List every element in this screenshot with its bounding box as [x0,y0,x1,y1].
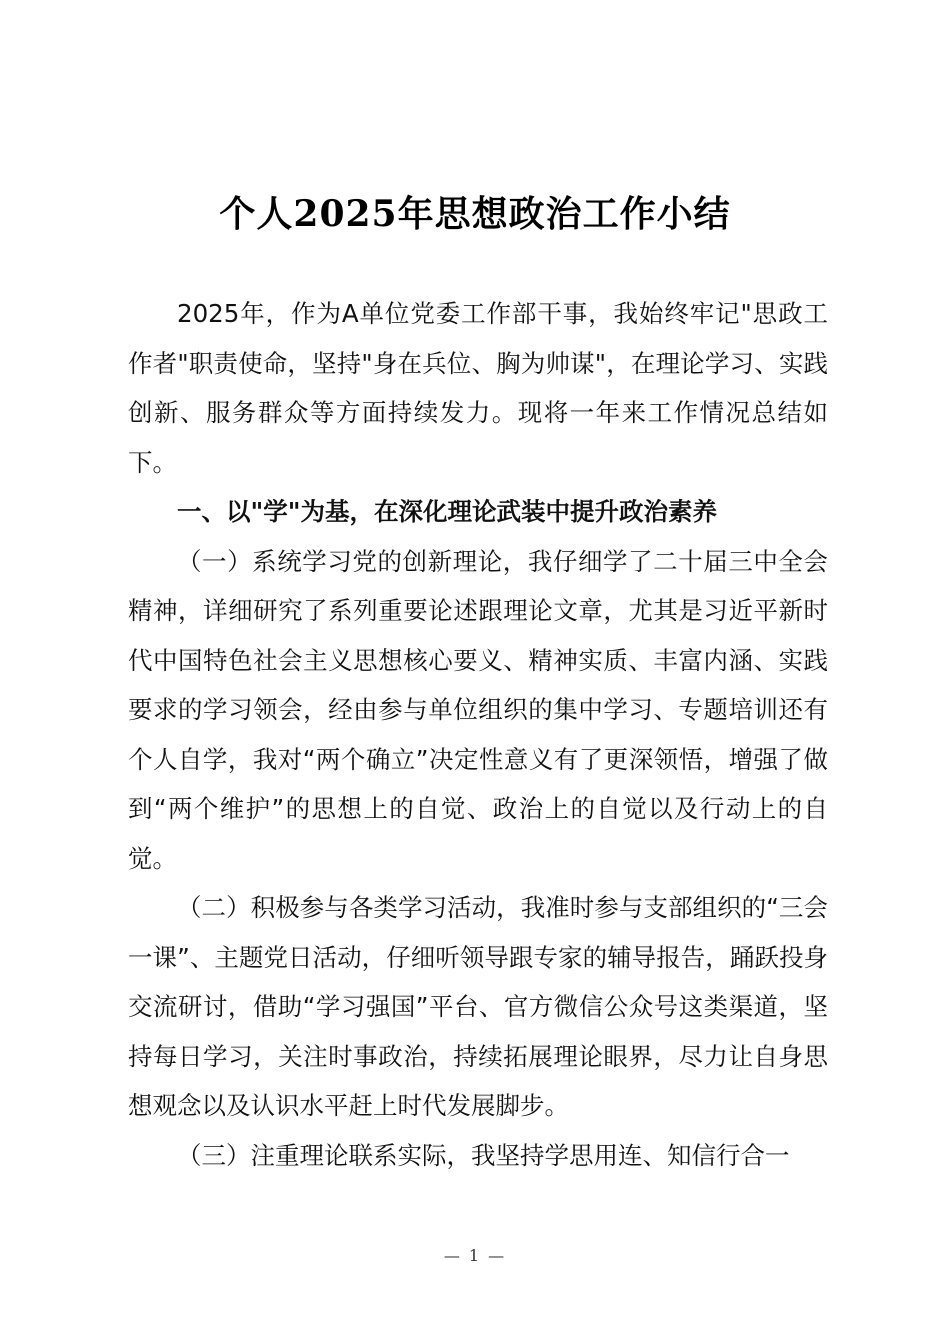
page-number: — 1 — [443,1246,507,1265]
document-body [128,289,828,1180]
body-paragraph-3: （三）注重理论联系实际，我坚持学思用连、知信行合一 [177,1140,790,1170]
section-heading-1: 一、以"学"为基，在深化理论武装中提升政治素养 [177,497,718,526]
intro-paragraph: 2025年，作为A单位党委工作部干事，我始终牢记"思政工作者"职责使命，坚持"身在兵位、胸为帅谋"，在理论学习、实践创新、服务群众等方面持续发力。现将一年来工作情况总结如下。 [128,299,828,477]
body-paragraph-2: （二）积极参与各类学习活动，我准时参与支部组织的“三会一课”、主题党日活动，仔细听领导跟专家的辅导报告，踊跃投身交流研讨，借助“学习强国”平台、官方微信公众号这类渠道，坚持每日学习，关注时事政治，持续拓展理论眼界，尽力让自身思想观念以及认识水平赶上时代发展脚步。 [128,893,828,1120]
document-title: 个人2025年思想政治工作小结 [219,193,731,235]
body-paragraph-1: （一）系统学习党的创新理论，我仔细学了二十届三中全会精神，详细研究了系列重要论述跟理论文章，尤其是习近平新时代中国特色社会主义思想核心要义、精神实质、丰富内涵、实践要求的学习领会，经由参与单位组织的集中学习、专题培训还有个人自学，我对“两个确立”决定性意义有了更深领悟，增强了做到“两个维护”的思想上的自觉、政治上的自觉以及行动上的自觉。 [128,546,828,873]
